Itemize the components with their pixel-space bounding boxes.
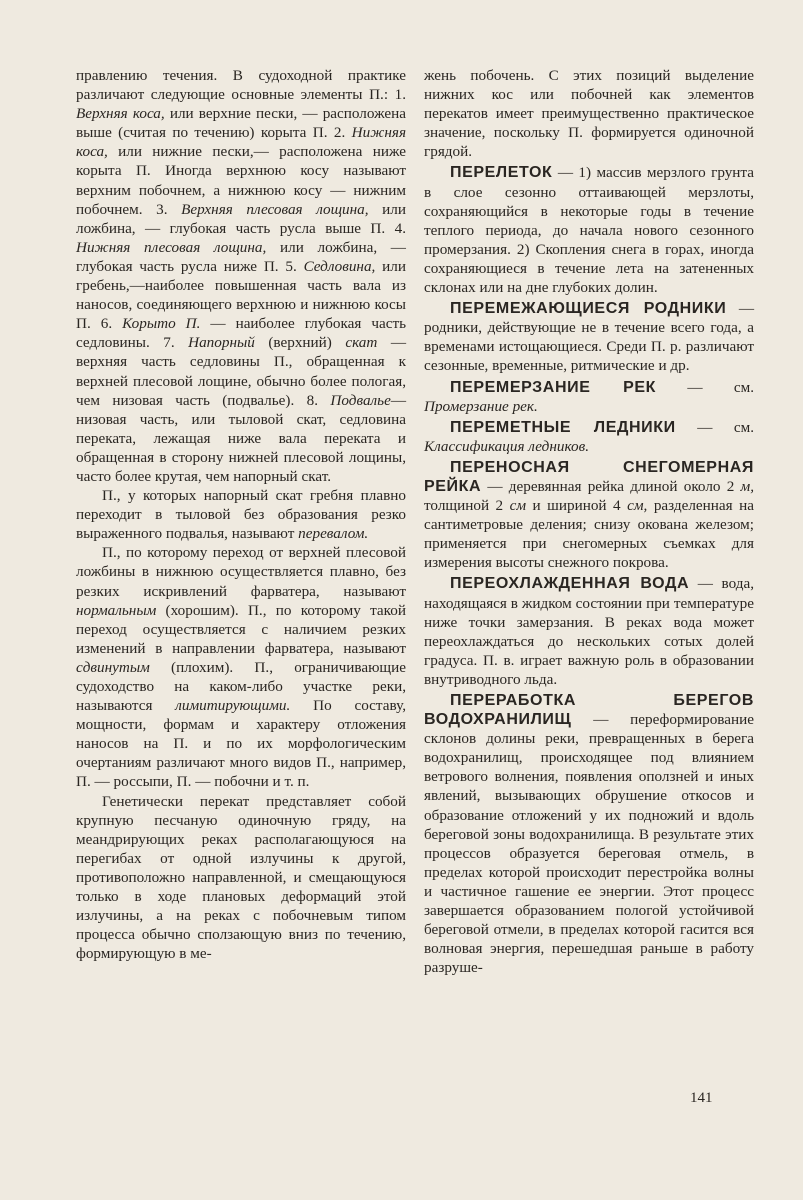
- text-run: — 1) массив мерзлого грунта в слое сезонно оттаивающей мерзлоты, сохраняющийся в некоторые годы в течение теплого периода, до начала нового сезонного промерзания. 2) Скопления снега в горах, иногда сохраняющиеся в течение лета на затененных склонах или на дне глубоких долин.: [424, 164, 754, 297]
- paragraph: [76, 486, 406, 543]
- italic-term: м,: [740, 477, 754, 495]
- text-run: — верхняя часть седловины П., обращенная к верхней плесовой лощине, обычно более пологая, чем низовая часть (подвалье). 8.: [76, 334, 407, 409]
- text-run: правлению течения. В судоходной практике различают следующие основные элементы П.: 1.: [76, 67, 406, 104]
- text-run: или гребень,—наиболее повышенная часть вала из наносов, соединяющего верхнюю и нижнюю косы П. 6.: [76, 257, 406, 333]
- text-run: — см.: [675, 418, 754, 436]
- left-column: [76, 66, 406, 963]
- entry-pererabotka-beregov: [424, 691, 754, 977]
- italic-term: Верхняя плесовая лощина,: [181, 200, 369, 218]
- paragraph: [76, 66, 406, 486]
- headword: ПЕРЕОХЛАЖДЕННАЯ ВОДА: [450, 575, 690, 593]
- text-run: (верхний): [254, 334, 346, 352]
- headword: ПЕРЕМЕЖАЮЩИЕСЯ РОДНИКИ: [450, 300, 727, 318]
- entry-peremetnye-ledniki: [424, 418, 754, 456]
- headword: ПЕРЕМЕТНЫЕ ЛЕДНИКИ: [450, 418, 676, 436]
- text-run: — наиболее глубокая часть седловины. 7.: [76, 315, 407, 352]
- text-run: П., по которому переход от верхней плесовой ложбины в нижнюю осуществляется плавно, без резких искривлений фарватера, называют: [76, 544, 406, 600]
- headword: ПЕРЕЛЕТОК: [450, 164, 553, 182]
- headword: ПЕРЕМЕРЗАНИЕ РЕК: [450, 378, 656, 396]
- italic-term: см,: [627, 497, 648, 515]
- text-run: или ложбина, — глубокая часть русла выше П. 4.: [76, 200, 406, 237]
- entry-peremezhayushchiesya-rodniki: [424, 299, 754, 375]
- text-run: или нижние пески,— расположена ниже корыта П. Иногда верхнюю косу называют верхним побочнем, а нижнюю косу — нижним побочнем. 3.: [76, 143, 406, 218]
- paragraph: [76, 543, 406, 791]
- text-run: и шириной 4: [526, 497, 628, 515]
- italic-term: Подвалье: [330, 391, 391, 409]
- italic-term: перевалом.: [298, 525, 369, 543]
- italic-term: нормальным: [76, 601, 157, 619]
- italic-term: Классификация ледников.: [424, 437, 589, 455]
- italic-term: Нижняя коса,: [76, 124, 406, 161]
- text-run: или верхние пески, — расположена выше (считая по течению) корыта П. 2.: [76, 105, 406, 142]
- italic-term: Нижняя плесовая лощина,: [76, 238, 267, 256]
- italic-term: Седловина,: [303, 257, 376, 275]
- entry-perеletok: [424, 163, 754, 297]
- text-run: — родники, действующие не в течение всего года, а временами истощающиеся. Среди П. р. различают сезонные, временные, ритмические и др.: [424, 300, 755, 375]
- right-column: [424, 66, 754, 977]
- text-run: По составу, мощности, формам и характеру отложения наносов на П. и по их морфологическим очертаниям различают много видов П., например, П. — россыпи, П. — побочни и т. п.: [76, 697, 406, 791]
- text-run: — низовая часть, или тыловой скат, седловина переката, лежащая ниже вала переката и обращенная в сторону нижней плесовой лощины, часто более крутая, чем напорный скат.: [76, 391, 406, 485]
- page-number: 141: [690, 1090, 713, 1106]
- italic-term: Промерзание рек.: [424, 397, 538, 415]
- headword: ПЕРЕРАБОТКА БЕРЕГОВ ВОДОХРАНИЛИЩ: [424, 692, 754, 729]
- paragraph: [76, 792, 406, 964]
- entry-perenosnaya-snegomernaya-reika: [424, 458, 754, 573]
- italic-term: Верхняя коса,: [76, 105, 165, 123]
- text-run: (хорошим). П., по которому такой переход осуществляется с наличием резких изменений в направлении фарватера, называют: [76, 601, 406, 657]
- text-run: толщиной 2: [424, 497, 510, 515]
- italic-term: Напорный: [188, 334, 255, 352]
- italic-term: скат: [345, 334, 378, 352]
- entry-pereokhlazhdennaya-voda: [424, 574, 754, 689]
- text-run: жень побочень. С этих позиций выделение нижних кос или побочней как элементов перекатов имеет преимущественно практическое значение, поскольку П. формируется одиночной грядой.: [424, 67, 754, 161]
- text-run: Генетически перекат представляет собой крупную песчаную одиночную гряду, на меандрирующих реках располагающуюся на перегибах от одной излучины к другой, противоположно направленной, и смещающуюся только в ходе плановых деформаций этой излучины, а на реках с побочневым типом процесса обычно сползающую вниз по течению, формирующую в ме-: [76, 792, 406, 963]
- text-run: или ложбина, — глубокая часть русла ниже П. 5.: [76, 238, 406, 275]
- italic-term: Корыто П.: [122, 315, 201, 333]
- italic-term: лимитирующими.: [175, 697, 291, 715]
- paragraph: [424, 66, 754, 161]
- entry-peremerzanie-rek: [424, 378, 754, 416]
- italic-term: сдвинутым: [76, 658, 150, 676]
- text-run: (плохим). П., ограничивающие судоходство на каком-либо участке реки, называются: [76, 658, 406, 715]
- text-run: — деревянная рейка длиной около 2: [481, 477, 741, 495]
- italic-term: см: [509, 497, 527, 515]
- headword: ПЕРЕНОСНАЯ СНЕГОМЕРНАЯ РЕЙКА: [424, 458, 754, 495]
- text-run: П., у которых напорный скат гребня плавно переходит в тыловой без образования резко выраженного подвалья, называют: [76, 487, 406, 543]
- text-run: — переформирование склонов долины реки, превращенных в берега водохранилищ, происходящее под влиянием ветрового волнения, появления оползней и иных явлений, вызывающих обрушение откосов и образование отложений у их подножий и вдоль береговой зоны водохранилища. В результате этих процессов образуется береговая отмель, в пределах которой происходит перестройка волны и частичное гашение ее энергии. Этот процесс завершается образованием пологой устойчивой береговой отмели, в пределах которой гасится вся волновая энергия, перешедшая раньше в работу разруше-: [424, 711, 754, 977]
- text-run: разделенная на сантиметровые деления; снизу окована железом; применяется при снегомерных съемках для измерения высоты снежного покрова.: [424, 497, 754, 572]
- text-run: — вода, находящаяся в жидком состоянии при температуре ниже точки замерзания. В реках вода может переохлаждаться до нескольких сотых долей градуса. П. в. играет важную роль в образовании внутриводного льда.: [424, 575, 754, 688]
- text-run: — см.: [655, 378, 754, 396]
